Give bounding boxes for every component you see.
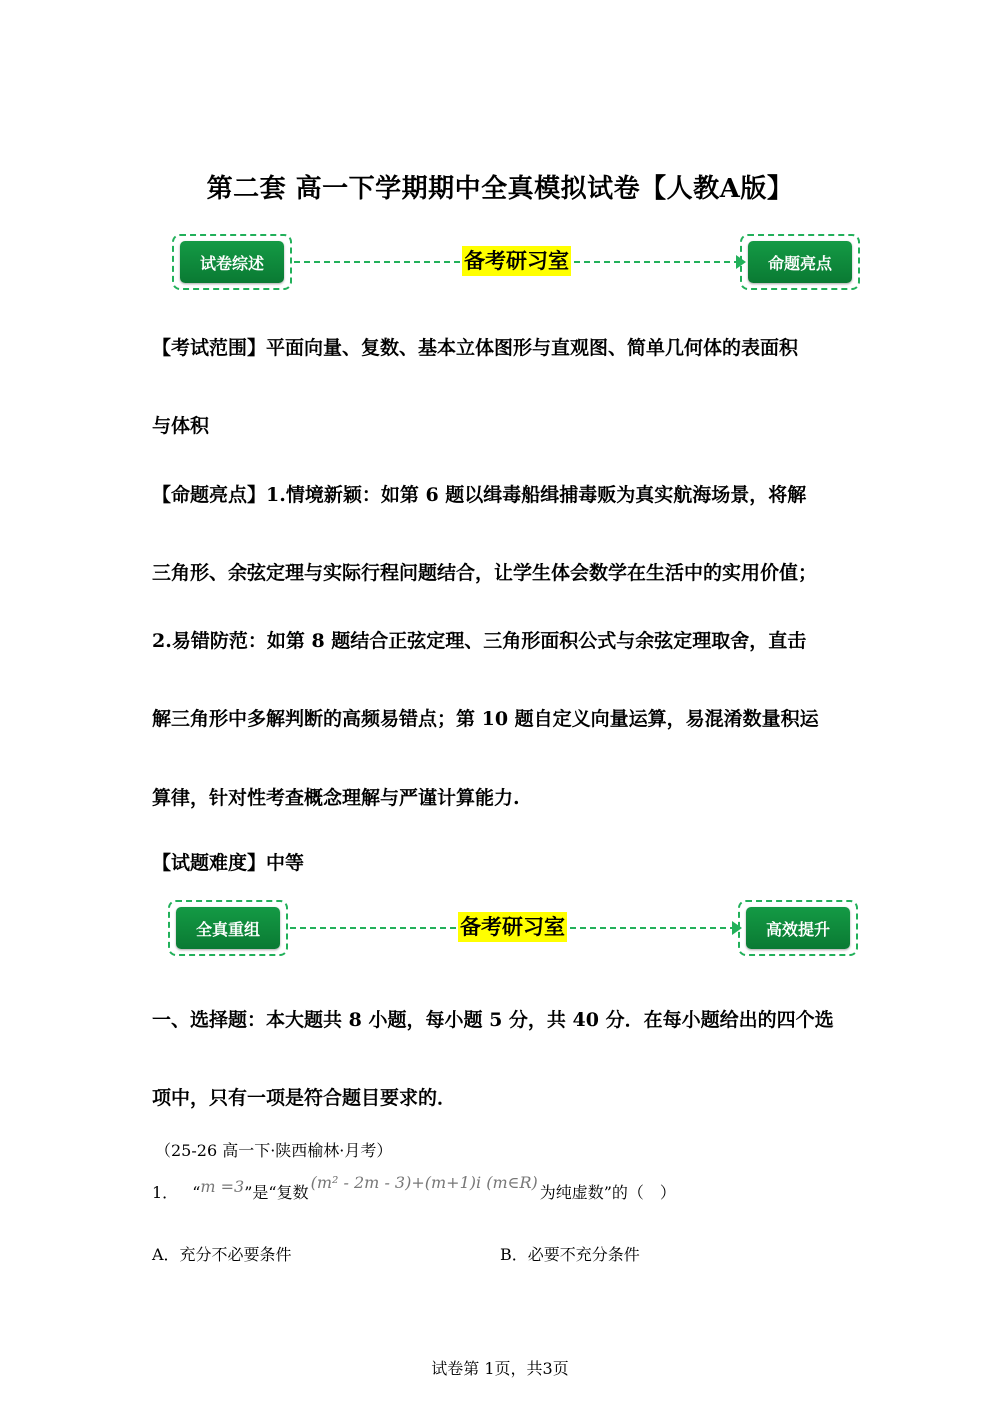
- complex-expression: (m² - 2m - 3)+(m+1)i (m∈R): [310, 1173, 538, 1192]
- overview-badge: 试卷综述: [180, 241, 284, 283]
- compilation-badge: 全真重组: [176, 907, 280, 949]
- banner-right-frame: [738, 900, 858, 956]
- efficiency-badge: 高效提升: [746, 907, 850, 949]
- highlights-line4: 解三角形中多解判断的高频易错点；第 10 题自定义向量运算，易混淆数量积运: [152, 708, 819, 730]
- question-suffix: 为纯虚数”的（ ）: [539, 1183, 676, 1202]
- highlights-badge: 命题亮点: [748, 241, 852, 283]
- section-heading-line1: 一、选择题：本大题共 8 小题，每小题 5 分，共 40 分．在每小题给出的四个选: [152, 1009, 834, 1031]
- highlights-line3: 2.易错防范：如第 8 题结合正弦定理、三角形面积公式与余弦定理取舍，直击: [152, 630, 807, 652]
- banner-left-frame: [168, 900, 288, 956]
- option-a: A．充分不必要条件: [152, 1245, 292, 1264]
- page-footer: 试卷第 1页，共3页: [431, 1359, 569, 1378]
- question-source: （25-26 高一下·陕西榆林·月考）: [155, 1141, 393, 1160]
- quote-open: “: [192, 1183, 201, 1202]
- question-number: 1．: [152, 1183, 179, 1202]
- highlights-line2: 三角形、余弦定理与实际行程问题结合，让学生体会数学在生活中的实用价值；: [152, 562, 818, 584]
- center-label: 备考研习室: [458, 912, 567, 942]
- exam-scope-line1: 【考试范围】平面向量、复数、基本立体图形与直观图、简单几何体的表面积: [152, 337, 799, 359]
- banner-left-frame: [172, 234, 292, 290]
- option-b: B．必要不充分条件: [500, 1245, 640, 1264]
- highlights-line1: 【命题亮点】1.情境新颖：如第 6 题以缉毒船缉捕毒贩为真实航海场景，将解: [152, 484, 807, 506]
- highlights-line5: 算律，针对性考查概念理解与严谨计算能力.: [152, 787, 520, 809]
- center-label: 备考研习室: [462, 246, 571, 276]
- banner-overview: [170, 234, 862, 294]
- question-1: [152, 1173, 676, 1210]
- exam-scope-line2: 与体积: [152, 415, 210, 437]
- condition-math: m =3: [200, 1177, 245, 1196]
- question-mid-text: ”是“复数: [244, 1183, 309, 1202]
- difficulty-line: 【试题难度】中等: [152, 852, 305, 874]
- page-title: 第二套 高一下学期期中全真模拟试卷【人教A版】: [206, 174, 794, 204]
- section-heading-line2: 项中，只有一项是符合题目要求的．: [152, 1087, 457, 1109]
- banner-compilation: [166, 900, 858, 960]
- banner-right-frame: [740, 234, 860, 290]
